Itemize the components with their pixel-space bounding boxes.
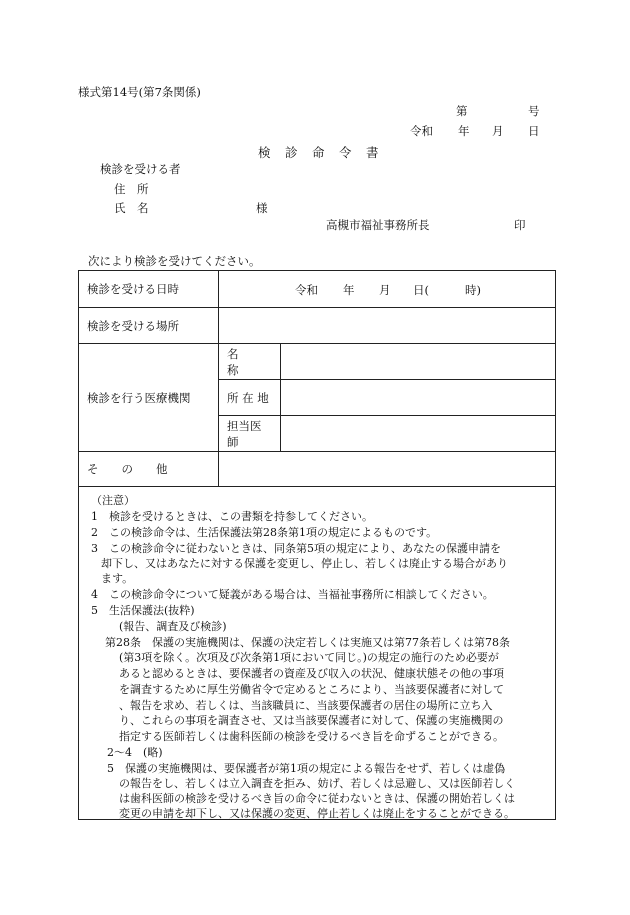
- datetime-row: [79, 271, 556, 308]
- datetime-label: 検診を受ける日時: [79, 271, 219, 308]
- note-line: (第3項を除く。次項及び次条第1項において同じ。)の規定の施行のため必要が: [119, 651, 499, 664]
- note-line: を調査するために厚生労働省令で定めるところにより、当該要保護者に対して: [119, 683, 504, 696]
- note-line: ます。: [101, 572, 134, 585]
- note-line: 2〜4 (略): [107, 746, 163, 759]
- date-era: 令和: [410, 124, 433, 138]
- note-line: 3 この検診命令に従わないときは、同条第5項の規定により、あなたの保護申請を: [91, 542, 501, 555]
- place-value[interactable]: [219, 308, 556, 344]
- note-line: 、報告を求め、若しくは、当該職員に、当該要保護者の居住の場所に立ち入: [119, 699, 493, 712]
- note-line: 4 この検診命令について疑義がある場合は、当福祉事務所に相談してください。: [91, 588, 494, 601]
- date-month: 月: [492, 124, 504, 138]
- institution-name-row: [79, 344, 556, 380]
- other-label: そ の 他: [79, 452, 219, 487]
- institution-doctor-value[interactable]: [281, 416, 556, 452]
- note-line: 5 保護の実施機関は、要保護者が第1項の規定による報告をせず、若しくは虚偽: [107, 762, 506, 775]
- document-title: 検 診 命 令 書: [258, 145, 380, 160]
- other-row: [79, 452, 556, 487]
- name-label: 氏 名: [114, 201, 149, 215]
- note-line: 指定する医師若しくは歯科医師の検診を受けるべき旨を命ずることができる。: [119, 730, 504, 743]
- institution-doctor-label: 担当医師: [219, 416, 281, 452]
- date-year: 年: [458, 124, 470, 138]
- note-line: は歯科医師の検診を受けるべき旨の命令に従わないときは、保護の開始若しくは: [119, 792, 515, 805]
- intro-text: 次により検診を受けてください。: [88, 254, 261, 268]
- number-go: 号: [528, 104, 540, 118]
- institution-name-label: 名 称: [219, 344, 281, 380]
- note-line: 1 検診を受けるときは、この書類を持参してください。: [91, 510, 373, 523]
- place-label: 検診を受ける場所: [79, 308, 219, 344]
- dt-year: 年: [343, 283, 355, 297]
- note-line: 2 この検診命令は、生活保護法第28条第1項の規定によるものです。: [91, 526, 438, 539]
- number-dai: 第: [456, 104, 468, 118]
- dt-era: 令和: [295, 283, 318, 297]
- address-label: 住 所: [114, 182, 149, 196]
- note-line: あると認めるときは、要保護者の資産及び収入の状況、健康状態その他の事項: [119, 667, 504, 680]
- seal-mark: 印: [514, 218, 526, 232]
- note-line: り、これらの事項を調査させ、又は当該要保護者に対して、保護の実施機関の: [119, 714, 504, 727]
- note-line: 第28条 保護の実施機関は、保護の決定若しくは実施又は第77条若しくは第78条: [105, 636, 510, 649]
- notes-box: [78, 486, 556, 820]
- note-line: 却下し、又はあなたに対する保護を変更し、停止し、若しくは廃止する場合があり: [101, 557, 508, 570]
- date-day: 日: [528, 124, 540, 138]
- datetime-value[interactable]: [219, 271, 556, 308]
- form-id: 様式第14号(第7条関係): [78, 85, 201, 99]
- institution-label: 検診を行う医療機関: [79, 344, 219, 452]
- note-line: 変更の申請を却下し、又は保護の変更、停止若しくは廃止をすることができる。: [119, 807, 515, 820]
- note-line: (報告、調査及び検診): [119, 620, 227, 633]
- place-row: [79, 308, 556, 344]
- note-line: の報告をし、若しくは立入調査を拒み、妨げ、若しくは忌避し、又は医師若しく: [119, 777, 516, 790]
- exam-order-table: [78, 270, 556, 487]
- other-value[interactable]: [219, 452, 556, 487]
- issuer-office: 高槻市福祉事務所長: [326, 218, 430, 232]
- sama-label: 様: [256, 201, 268, 215]
- dt-month: 月: [379, 283, 391, 297]
- dt-day: 日(: [413, 283, 429, 297]
- recipient-heading: 検診を受ける者: [100, 162, 181, 176]
- institution-address-label: 所 在 地: [219, 380, 281, 416]
- dt-hour: 時): [465, 283, 481, 297]
- notes-heading: （注意）: [91, 494, 135, 507]
- institution-name-value[interactable]: [281, 344, 556, 380]
- institution-address-value[interactable]: [281, 380, 556, 416]
- note-line: 5 生活保護法(抜粋): [91, 604, 195, 617]
